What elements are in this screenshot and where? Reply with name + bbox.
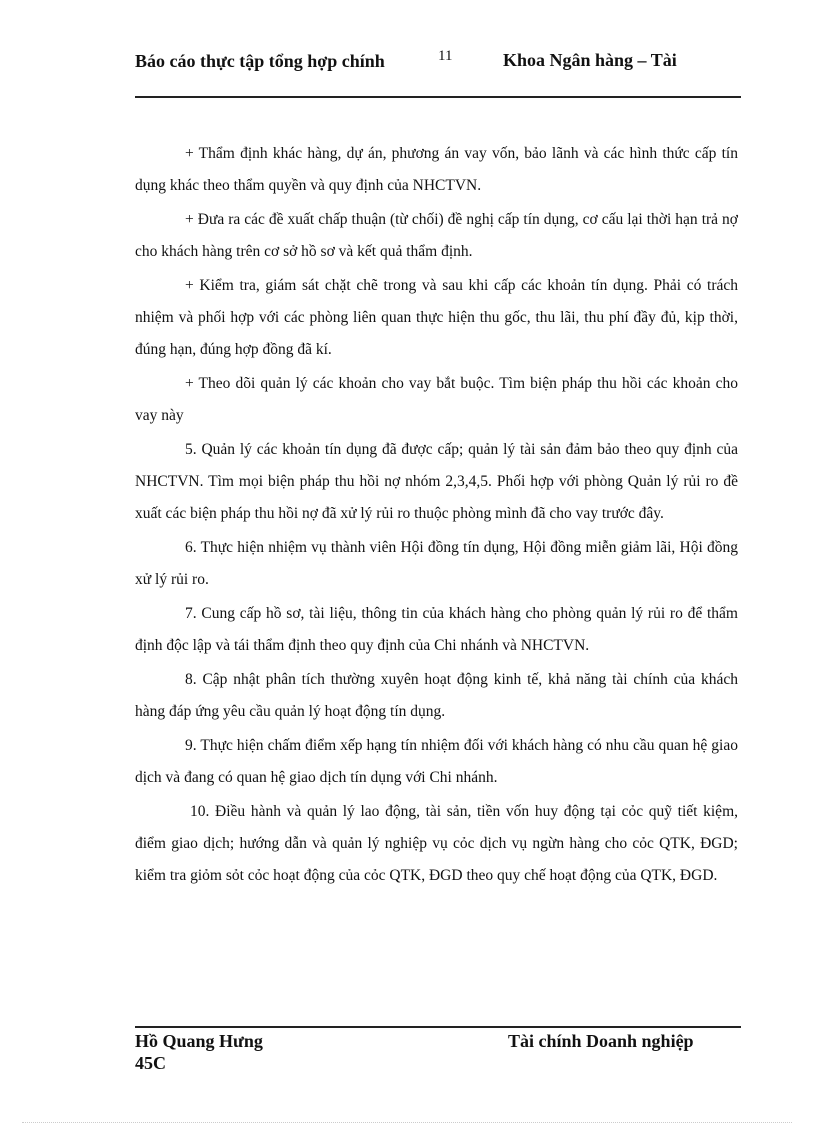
paragraph: 9. Thực hiện chấm điểm xếp hạng tín nhiệm đối với khách hàng có nhu cầu quan hệ giao dịch và đang có quan hệ giao dịch tín dụng với Chi nhánh.: [135, 737, 738, 786]
paragraph: 6. Thực hiện nhiệm vụ thành viên Hội đồng tín dụng, Hội đồng miễn giảm lãi, Hội đồng xử lý rủi ro.: [135, 539, 738, 588]
footer-divider: [135, 1026, 741, 1028]
page-header: [135, 48, 741, 96]
header-divider: [135, 96, 741, 98]
page-number: 11: [438, 48, 453, 64]
paragraph: 8. Cập nhật phân tích thường xuyên hoạt động kinh tế, khả năng tài chính của khách hàng đáp ứng yêu cầu quản lý hoạt động tín dụng.: [135, 671, 738, 720]
paragraph: + Theo dõi quản lý các khoản cho vay bắt buộc. Tìm biện pháp thu hồi các khoản cho vay này: [135, 375, 738, 424]
paragraph: 5. Quản lý các khoản tín dụng đã được cấp; quản lý tài sản đảm bảo theo quy định của NHCTVN. Tìm mọi biện pháp thu hồi nợ nhóm 2,3,4,5. Phối hợp với phòng Quản lý rủi ro đề xuất các biện pháp thu hồi nợ đã xử lý rủi ro thuộc phòng mình đã cho vay trước đây.: [135, 441, 738, 522]
paragraph: + Đưa ra các đề xuất chấp thuận (từ chối) đề nghị cấp tín dụng, cơ cấu lại thời hạn trả nợ cho khách hàng trên cơ sở hồ sơ và kết quả thẩm định.: [135, 211, 738, 260]
author-name: Hồ Quang Hưng 45C: [135, 1031, 263, 1073]
paragraph: + Kiểm tra, giám sát chặt chẽ trong và sau khi cấp các khoản tín dụng. Phải có trách nhiệm và phối hợp với các phòng liên quan thực hiện thu gốc, thu lãi, thu phí đầy đủ, kịp thời, đúng hạn, đúng hợp đồng đã kí.: [135, 277, 738, 358]
faculty-name: Khoa Ngân hàng – Tài: [503, 50, 677, 70]
paragraph: + Thẩm định khác hàng, dự án, phương án vay vốn, bảo lãnh và các hình thức cấp tín dụng khác theo thẩm quyền và quy định của NHCTVN.: [135, 145, 738, 194]
paragraph: 7. Cung cấp hồ sơ, tài liệu, thông tin của khách hàng cho phòng quản lý rủi ro để thẩm định độc lập và tái thẩm định theo quy định của Chi nhánh và NHCTVN.: [135, 605, 738, 654]
department-name: Tài chính Doanh nghiệp: [508, 1031, 694, 1051]
body-text: [135, 138, 738, 894]
paragraph: 10. Điều hành và quản lý lao động, tài sản, tiền vốn huy động tại cỏc quỹ tiết kiệm, điểm giao dịch; hướng dẫn và quản lý nghiệp vụ cỏc dịch vụ ngừn hàng cho cỏc QTK, ĐGD; kiểm tra giỏm sỏt cỏc hoạt động của cỏc QTK, ĐGD theo quy chế hoạt động của QTK, ĐGD.: [135, 803, 738, 884]
report-title: Báo cáo thực tập tổng hợp chính: [135, 51, 385, 71]
